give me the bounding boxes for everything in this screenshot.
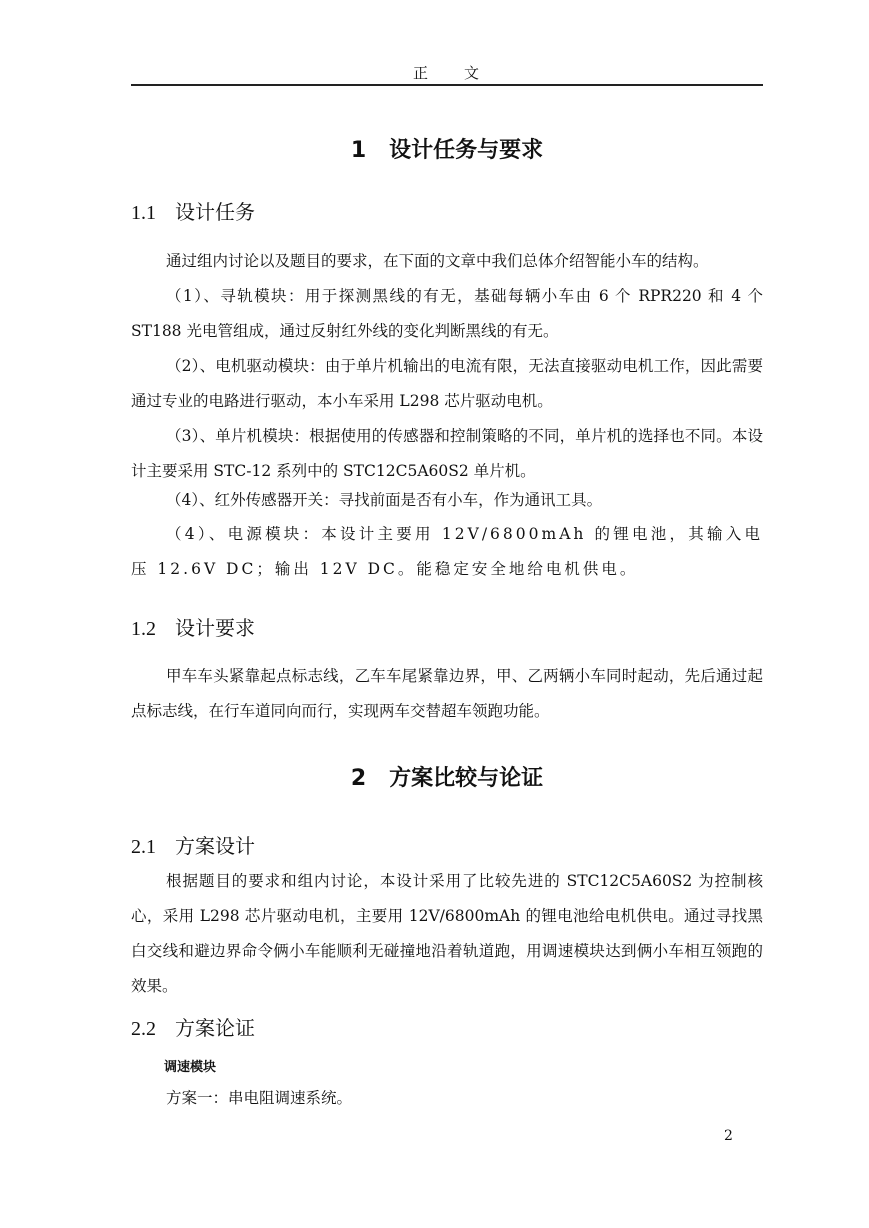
list-item: （2）、电机驱动模块：由于单片机输出的电流有限，无法直接驱动电机工作，因此需要通过专业的电路进行驱动，本小车采用 L298 芯片驱动电机。 <box>131 357 763 410</box>
running-header <box>131 62 763 83</box>
chapter-number: 1 <box>350 138 367 163</box>
section-2-1-heading <box>131 830 255 859</box>
section-number: 1.2 <box>131 618 156 640</box>
section-title: 方案论证 <box>175 1016 255 1040</box>
chapter-number: 2 <box>350 766 367 791</box>
chapter-title: 方案比较与论证 <box>389 766 544 791</box>
running-title: 正 文 <box>412 64 481 82</box>
chapter-1-heading <box>131 133 763 164</box>
section-title: 设计要求 <box>175 616 255 640</box>
section-1-2-body: 甲车车头紧靠起点标志线，乙车车尾紧靠边界，甲、乙两辆小车同时起动，先后通过起点标志线，在行车道同向而行，实现两车交替超车领跑功能。 <box>131 667 763 720</box>
chapter-2-heading <box>131 761 763 792</box>
section-title: 设计任务 <box>175 200 255 224</box>
section-2-1-body: 根据题目的要求和组内讨论，本设计采用了比较先进的 STC12C5A60S2 为控制核心，采用 L298 芯片驱动电机，主要用 12V/6800mAh 的锂电池给电机供电。通过寻找黑白交线和避边界命令俩小车能顺利无碰撞地沿着轨道跑，用调速模块达到俩小车相互领跑的效果。 <box>131 872 763 995</box>
section-1-1-heading <box>131 196 255 225</box>
chapter-title: 设计任务与要求 <box>389 138 544 163</box>
list-item: （4）、红外传感器开关：寻找前面是否有小车，作为通讯工具。 <box>166 491 603 509</box>
page-number: 2 <box>724 1128 733 1144</box>
section-1-1-intro: 通过组内讨论以及题目的要求，在下面的文章中我们总体介绍智能小车的结构。 <box>166 252 709 270</box>
section-number: 2.2 <box>131 1018 156 1040</box>
section-number: 2.1 <box>131 836 156 858</box>
list-item: （1）、寻轨模块：用于探测黑线的有无，基础每辆小车由 6 个 RPR220 和 4 个 ST188 光电管组成，通过反射红外线的变化判断黑线的有无。 <box>131 287 763 340</box>
section-title: 方案设计 <box>175 834 255 858</box>
plan-one: 方案一：串电阻调速系统。 <box>166 1089 353 1107</box>
list-item: （3）、单片机模块：根据使用的传感器和控制策略的不同，单片机的选择也不同。本设计主要采用 STC-12 系列中的 STC12C5A60S2 单片机。 <box>131 427 763 480</box>
section-2-2-heading <box>131 1012 255 1041</box>
header-rule <box>131 84 763 86</box>
subheading-speed-module: 调速模块 <box>164 1060 217 1075</box>
section-1-2-heading <box>131 612 255 641</box>
list-item: （4）、电源模块：本设计主要用 12V/6800mAh 的锂电池，其输入电压 12.6V DC；输出 12V DC。能稳定安全地给电机供电。 <box>131 525 763 578</box>
section-number: 1.1 <box>131 202 156 224</box>
